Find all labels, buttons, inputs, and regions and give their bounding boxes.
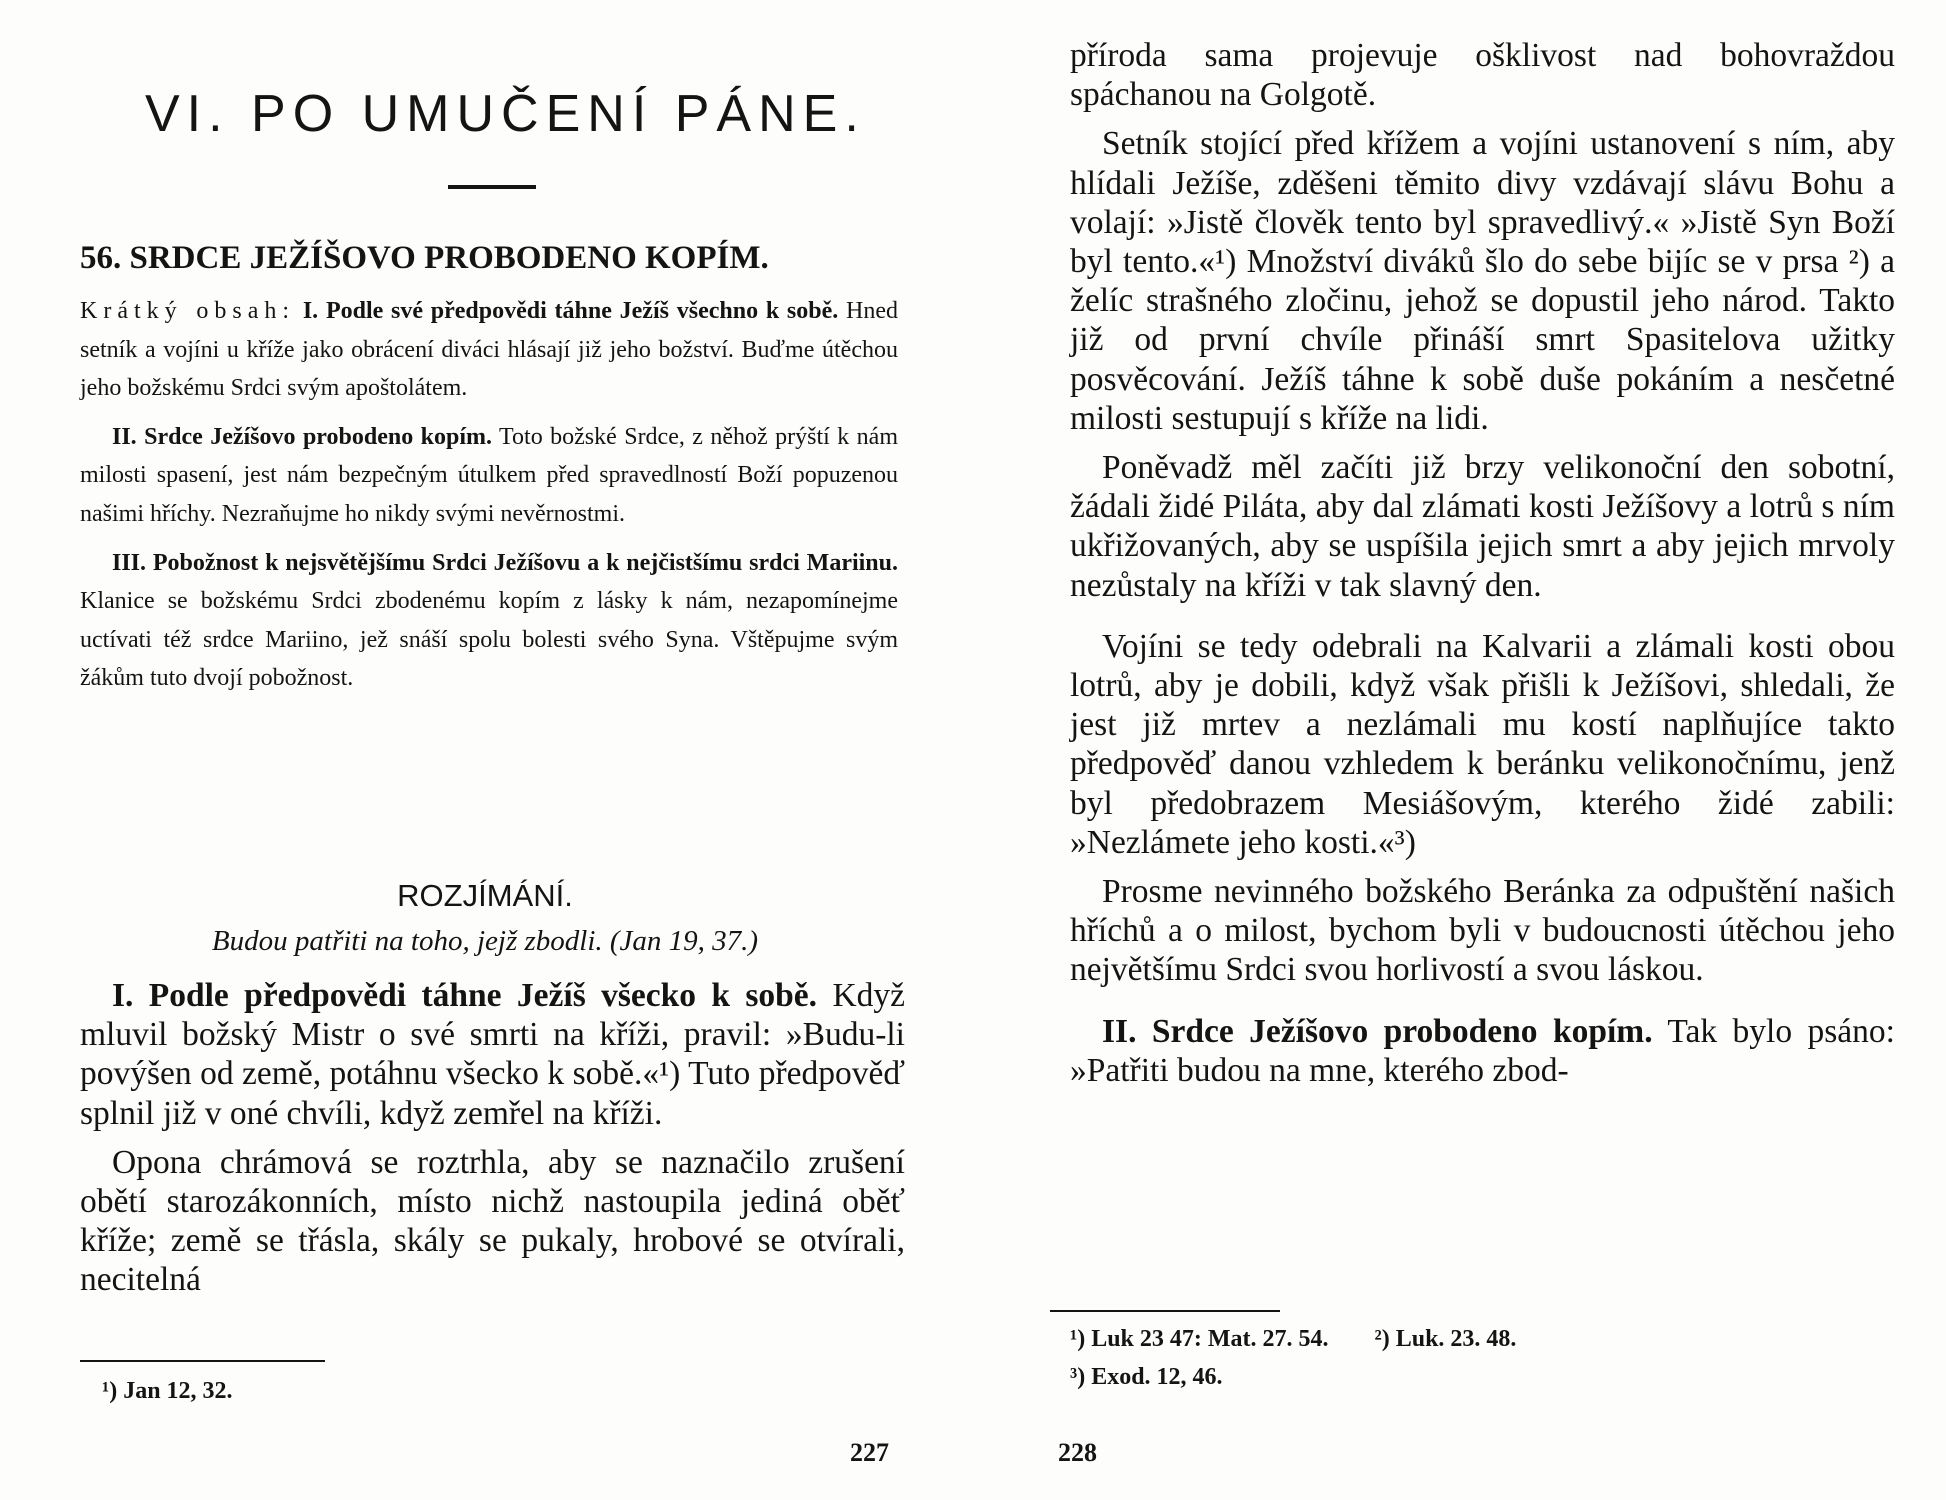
right-page xyxy=(1050,0,1895,1500)
footnote-a: ¹) Luk 23 47: Mat. 27. 54. xyxy=(1070,1326,1329,1352)
summary-point-2-lead: II. Srdce Ježíšovo probodeno kopím. xyxy=(112,423,493,450)
summary xyxy=(80,292,898,708)
point-1-paragraph xyxy=(80,976,905,1133)
footnote-c: ³) Exod. 12, 46. xyxy=(1070,1364,1223,1390)
paragraph-setnik: Setník stojící před křížem a vojíni ustanovení s ním, aby hlídali Ježíše, zděšeni těmito divy vzdávají slávu Bohu a volají: »Jistě člověk tento byl spravedlivý.« »Jistě Syn Boží byl tento.«¹) Množství diváků šlo do sebe bijíc se v prsa ²) a želíc strašného zločinu, jehož se dopustil jeho národ. Takto již od první chvíle přináší smrt Spasitelova užitky posvěcování. Ježíš táhne k sobě duše pokáním a nesčetné milosti sestupují s kříže na lidi. xyxy=(1070,125,1895,437)
point-1-lead: I. Podle předpovědi táhne Ježíš všecko k sobě. xyxy=(112,977,818,1014)
summary-label: Krátký obsah: xyxy=(80,298,296,324)
footnote-line-1 xyxy=(1070,1320,1516,1358)
left-body-text xyxy=(80,976,905,1310)
footnote-1: ¹) Jan 12, 32. xyxy=(102,1378,233,1404)
paragraph-vojini: Vojíni se tedy odebrali na Kalvarii a zlámali kosti obou lotrů, aby je dobili, když však přišli k Ježíšovi, shledali, že jest již mrtev a nezlámali mu kostí naplňujíce takto předpověď danou vzhledem k beránku velikonočnímu, jenž byl předobrazem Mesiášovým, kterého židé zabili: »Nezlámete jeho kosti.«³) xyxy=(1070,627,1895,861)
title-divider xyxy=(448,185,536,189)
summary-point-3-lead: III. Pobožnost k nejsvětějšímu Srdci Ježíšovu a k nejčistšímu srdci Mariinu. xyxy=(112,549,898,576)
paragraph-ponevadz: Poněvadž měl začíti již brzy velikonoční den sobotní, žádali židé Piláta, aby dal zlámati kosti Ježíšovy a lotrů s ním ukřižovaných, aby se uspíšila jejich smrt a aby jejich mrvoly nezůstaly na kříži v tak slavný den. xyxy=(1070,449,1895,604)
epigraph: Budou patřiti na toho, jejž zbodli. (Jan 19, 37.) xyxy=(211,925,759,957)
point-2-text: Tak bylo psáno: »Patřiti budou na mne, kterého zbod- xyxy=(1070,1012,1895,1089)
page-number: 228 xyxy=(1058,1438,1097,1467)
right-body-text xyxy=(1070,36,1895,1100)
paragraph-continuation: příroda sama projevuje ošklivost nad bohovraždou spáchanou na Golgotě. xyxy=(1070,37,1895,114)
footnotes xyxy=(102,1372,233,1410)
summary-point-3 xyxy=(80,544,898,698)
paragraph-prosme: Prosme nevinného božského Beránka za odpuštění našich hříchů a o milost, bychom byli v budoucnosti útěchou jeho největšímu Srdci svou horlivostí a svou láskou. xyxy=(1070,873,1895,989)
summary-point-3-text: Klanice se božskému Srdci zbodenému kopím z lásky k nám, nezapomínejme uctívati též srdce Mariino, jež snáší spolu bolesti svého Syna. Vštěpujme svým žákům tuto dvojí pobožnost. xyxy=(80,588,898,692)
meditation-heading: ROZJÍMÁNÍ. xyxy=(397,878,573,913)
point-2-lead: II. Srdce Ježíšovo probodeno kopím. xyxy=(1102,1012,1653,1050)
summary-point-1 xyxy=(80,292,898,408)
section-title: 56. SRDCE JEŽÍŠOVO PROBODENO KOPÍM. xyxy=(80,240,769,276)
summary-point-2 xyxy=(80,418,898,534)
footnote-divider xyxy=(1050,1310,1280,1312)
point-1-text: Když mluvil božský Mistr o své smrti na kříži, pravil: »Budu-li povýšen od země, potáhnu všecko k sobě.«¹) Tuto předpověď splnil již v oné chvíli, když zemřel na kříži. xyxy=(80,977,905,1132)
summary-point-2-text: Toto božské Srdce, z něhož prýští k nám milosti spasení, jest nám bezpečným útulkem před spravedlností Boží popuzenou našimi hříchy. Nezraňujme ho nikdy svými nevěrnostmi. xyxy=(80,423,899,527)
summary-point-1-text: Hned setník a vojíni u kříže jako obrácení diváci hlásají již jeho božství. Buďme útěchou jeho božskému Srdci svým apoštolátem. xyxy=(80,298,899,402)
left-page xyxy=(60,0,910,1500)
summary-point-1-lead: I. Podle své předpovědi táhne Ježíš všechno k sobě. xyxy=(302,298,839,324)
chapter-title: VI. PO UMUČENÍ PÁNE. xyxy=(145,85,866,143)
footnote-divider xyxy=(80,1360,325,1362)
footnotes xyxy=(1070,1320,1516,1396)
page-number: 227 xyxy=(850,1438,889,1467)
paragraph-opona: Opona chrámová se roztrhla, aby se naznačilo zrušení obětí starozákonních, místo nichž nastoupila jediná oběť kříže; země se třásla, skály se pukaly, hrobové se otvírali, necitelná xyxy=(80,1143,905,1299)
footnote-b: ²) Luk. 23. 48. xyxy=(1374,1326,1517,1352)
point-2-paragraph xyxy=(1070,1012,1895,1090)
